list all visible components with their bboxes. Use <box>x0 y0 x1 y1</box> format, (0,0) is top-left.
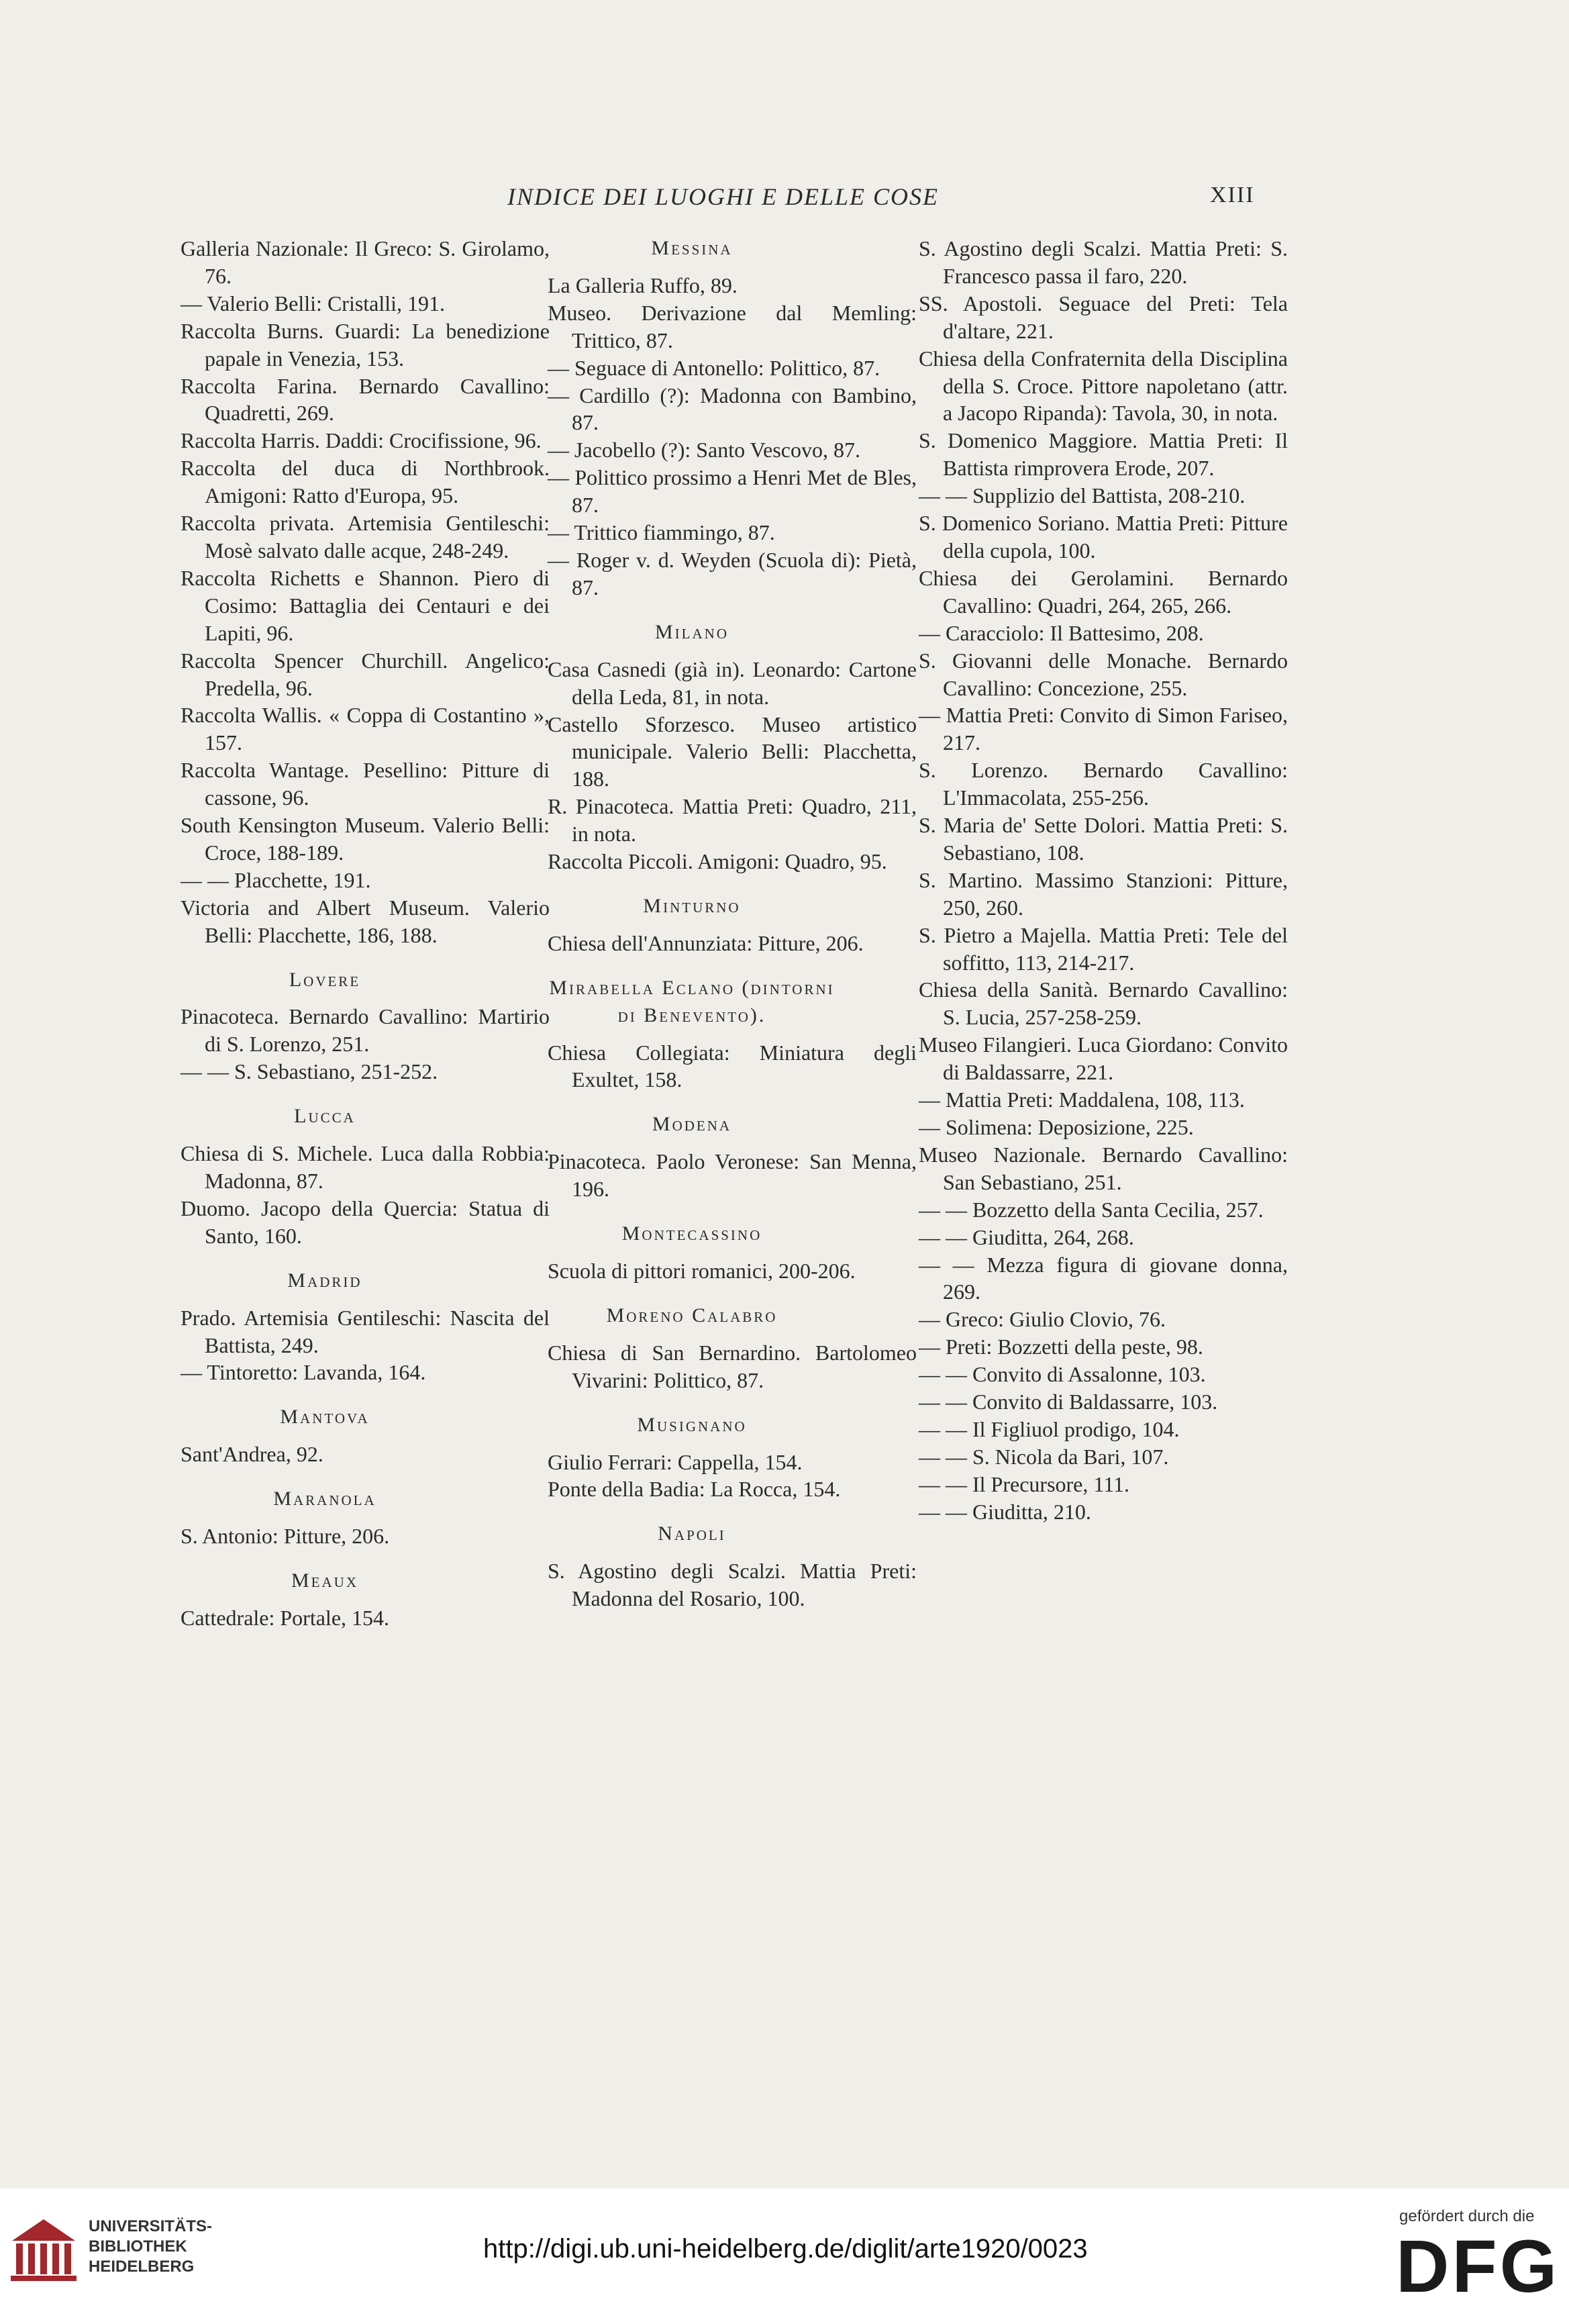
index-heading: Meaux <box>291 1569 358 1592</box>
institution-line-1: UNIVERSITÄTS- <box>89 2217 213 2235</box>
index-heading: Napoli <box>658 1522 726 1545</box>
index-entry: Prado. Artemisia Gentileschi: Nascita del Battista, 249. <box>181 1305 550 1357</box>
index-entry: S. Pietro a Majella. Mattia Preti: Tele del soffitto, 113, 214-217. <box>919 922 1288 975</box>
index-entry: Galleria Nazionale: Il Greco: S. Girolamo, 76. <box>181 236 550 288</box>
institution-line-2: BIBLIOTHEK <box>89 2237 187 2256</box>
index-heading: Modena <box>652 1113 732 1136</box>
index-entry: S. Maria de' Sette Dolori. Mattia Preti: S. Sebastiano, 108. <box>919 813 1288 865</box>
index-entry: Ponte della Badia: La Rocca, 154. <box>548 1477 841 1502</box>
index-entry: Chiesa di S. Michele. Luca dalla Robbia: Madonna, 87. <box>181 1141 550 1193</box>
dfg-logo: DFG <box>1396 2225 1560 2308</box>
index-entry: Chiesa della Confraternita della Disciplina della S. Croce. Pittore napoletano (attr. a Jacopo Ripanda): Tavola, 30, in nota. <box>919 346 1288 426</box>
index-heading: Musignano <box>637 1413 747 1436</box>
index-column-3 <box>919 235 1288 1526</box>
index-column-2 <box>548 235 917 1612</box>
index-entry: Chiesa di San Bernardino. Bartolomeo Vivarini: Polittico, 87. <box>548 1340 917 1392</box>
index-entry: S. Agostino degli Scalzi. Mattia Preti: S. Francesco passa il faro, 220. <box>919 236 1288 288</box>
index-heading: Lovere <box>289 968 361 991</box>
index-entry: La Galleria Ruffo, 89. <box>548 273 738 297</box>
index-entry: — Preti: Bozzetti della peste, 98. <box>919 1335 1203 1359</box>
page-header <box>174 183 1301 223</box>
index-heading: Lucca <box>294 1105 356 1128</box>
index-entry: S. Domenico Soriano. Mattia Preti: Pitture della cupola, 100. <box>919 511 1288 563</box>
index-entry: S. Martino. Massimo Stanzioni: Pitture, 250, 260. <box>919 867 1288 920</box>
index-entry: Giulio Ferrari: Cappella, 154. <box>548 1449 803 1474</box>
index-entry: — — Giuditta, 210. <box>919 1499 1091 1524</box>
index-heading: Messina <box>651 237 733 259</box>
institution-name <box>89 2217 212 2277</box>
index-entry: Chiesa della Sanità. Bernardo Cavallino: S. Lucia, 257-258-259. <box>919 977 1288 1030</box>
index-entry: — Solimena: Deposizione, 225. <box>919 1115 1194 1139</box>
source-url-link[interactable]: http://digi.ub.uni-heidelberg.de/diglit/arte1920/0023 <box>483 2234 1088 2264</box>
index-entry: Chiesa dei Gerolamini. Bernardo Cavallino: Quadri, 264, 265, 266. <box>919 565 1288 618</box>
index-entry: S. Lorenzo. Bernardo Cavallino: L'Immacolata, 255-256. <box>919 758 1288 810</box>
index-heading: Mantova <box>280 1406 370 1429</box>
index-entry: Victoria and Albert Museum. Valerio Belli: Placchette, 186, 188. <box>181 895 550 947</box>
page-number: XIII <box>1210 183 1255 207</box>
index-entry: — Cardillo (?): Madonna con Bambino, 87. <box>548 383 917 435</box>
index-entry: South Kensington Museum. Valerio Belli: Croce, 188-189. <box>181 813 550 865</box>
index-entry: — Tintoretto: Lavanda, 164. <box>181 1360 426 1385</box>
index-entry: Museo. Derivazione dal Memling: Trittico, 87. <box>548 300 917 352</box>
index-entry: Raccolta Spencer Churchill. Angelico: Predella, 96. <box>181 648 550 700</box>
index-entry: — — Mezza figura di giovane donna, 269. <box>919 1252 1288 1304</box>
index-entry: Raccolta Richetts e Shannon. Piero di Cosimo: Battaglia dei Centauri e dei Lapiti, 96. <box>181 565 550 645</box>
index-entry: Pinacoteca. Bernardo Cavallino: Martirio di S. Lorenzo, 251. <box>181 1004 550 1057</box>
index-entry: Raccolta Wantage. Pesellino: Pitture di cassone, 96. <box>181 758 550 810</box>
index-heading: Mirabella Eclano (dintorni di Benevento). <box>549 976 835 1026</box>
index-entry: — — Bozzetto della Santa Cecilia, 257. <box>919 1197 1264 1222</box>
index-heading: Madrid <box>287 1269 362 1292</box>
index-entry: R. Pinacoteca. Mattia Preti: Quadro, 211, in nota. <box>548 794 917 846</box>
index-entry: — Mattia Preti: Convito di Simon Fariseo, 217. <box>919 703 1288 755</box>
index-heading: Maranola <box>273 1488 376 1510</box>
index-entry: — Valerio Belli: Cristalli, 191. <box>181 291 446 316</box>
index-entry: — — Supplizio del Battista, 208-210. <box>919 483 1246 508</box>
digitization-footer <box>0 2188 1569 2324</box>
index-entry: S. Giovanni delle Monache. Bernardo Cavallino: Concezione, 255. <box>919 648 1288 700</box>
index-entry: — Greco: Giulio Clovio, 76. <box>919 1307 1166 1332</box>
index-entry: — Trittico fiammingo, 87. <box>548 520 775 545</box>
index-entry: — — Convito di Baldassarre, 103. <box>919 1390 1218 1414</box>
index-entry: S. Agostino degli Scalzi. Mattia Preti: Madonna del Rosario, 100. <box>548 1559 917 1611</box>
index-heading: Milano <box>655 620 729 643</box>
index-entry: — — Convito di Assalonne, 103. <box>919 1362 1206 1387</box>
index-entry: — — Giuditta, 264, 268. <box>919 1224 1134 1249</box>
index-entry: Raccolta Harris. Daddi: Crocifissione, 96. <box>181 428 542 453</box>
index-entry: SS. Apostoli. Seguace del Preti: Tela d'altare, 221. <box>919 291 1288 343</box>
index-entry: — Roger v. d. Weyden (Scuola di): Pietà, 87. <box>548 547 917 599</box>
index-entry: Raccolta Farina. Bernardo Cavallino: Quadretti, 269. <box>181 373 550 426</box>
index-entry: Castello Sforzesco. Museo artistico municipale. Valerio Belli: Placchetta, 188. <box>548 712 917 791</box>
index-entry: Raccolta Wallis. « Coppa di Costantino », 157. <box>181 703 550 755</box>
index-entry: — — Placchette, 191. <box>181 867 371 892</box>
index-entry: Raccolta privata. Artemisia Gentileschi: Mosè salvato dalle acque, 248-249. <box>181 511 550 563</box>
running-title: INDICE DEI LUOGHI E DELLE COSE <box>507 183 939 210</box>
index-entry: — Caracciolo: Il Battesimo, 208. <box>919 620 1204 645</box>
index-entry: S. Antonio: Pitture, 206. <box>181 1524 390 1549</box>
index-entry: — Polittico prossimo a Henri Met de Bles, 87. <box>548 465 917 518</box>
index-entry: Cattedrale: Portale, 154. <box>181 1605 390 1630</box>
sponsor-text: gefördert durch die <box>1399 2207 1535 2225</box>
index-entry: — — S. Nicola da Bari, 107. <box>919 1444 1169 1469</box>
building-columns-icon <box>7 2214 81 2286</box>
index-entry: — Mattia Preti: Maddalena, 108, 113. <box>919 1087 1245 1112</box>
index-entry: Museo Filangieri. Luca Giordano: Convito di Baldassarre, 221. <box>919 1032 1288 1085</box>
index-entry: Museo Nazionale. Bernardo Cavallino: San Sebastiano, 251. <box>919 1142 1288 1194</box>
index-entry: — Seguace di Antonello: Polittico, 87. <box>548 355 880 380</box>
index-entry: Raccolta Burns. Guardi: La benedizione papale in Venezia, 153. <box>181 318 550 371</box>
index-column-1 <box>181 235 550 1632</box>
index-entry: Raccolta del duca di Northbrook. Amigoni: Ratto d'Europa, 95. <box>181 456 550 508</box>
index-entry: — — Il Figliuol prodigo, 104. <box>919 1416 1180 1441</box>
index-entry: Raccolta Piccoli. Amigoni: Quadro, 95. <box>548 849 887 874</box>
index-heading: Minturno <box>643 894 741 917</box>
index-entry: — — Il Precursore, 111. <box>919 1471 1129 1496</box>
index-entry: — — S. Sebastiano, 251-252. <box>181 1059 438 1084</box>
index-entry: Casa Casnedi (già in). Leonardo: Cartone della Leda, 81, in nota. <box>548 657 917 709</box>
index-entry: Sant'Andrea, 92. <box>181 1442 323 1467</box>
index-entry: Chiesa dell'Annunziata: Pitture, 206. <box>548 930 864 955</box>
index-entry: S. Domenico Maggiore. Mattia Preti: Il Battista rimprovera Erode, 207. <box>919 428 1288 481</box>
index-entry: Chiesa Collegiata: Miniatura degli Exultet, 158. <box>548 1040 917 1092</box>
index-entry: Duomo. Jacopo della Quercia: Statua di Santo, 160. <box>181 1196 550 1248</box>
index-heading: Montecassino <box>621 1222 762 1245</box>
index-heading: Moreno Calabro <box>606 1304 778 1326</box>
index-entry: Pinacoteca. Paolo Veronese: San Menna, 196. <box>548 1149 917 1202</box>
institution-line-3: HEIDELBERG <box>89 2258 195 2276</box>
index-entry: — Jacobello (?): Santo Vescovo, 87. <box>548 438 860 463</box>
index-entry: Scuola di pittori romanici, 200-206. <box>548 1259 856 1283</box>
